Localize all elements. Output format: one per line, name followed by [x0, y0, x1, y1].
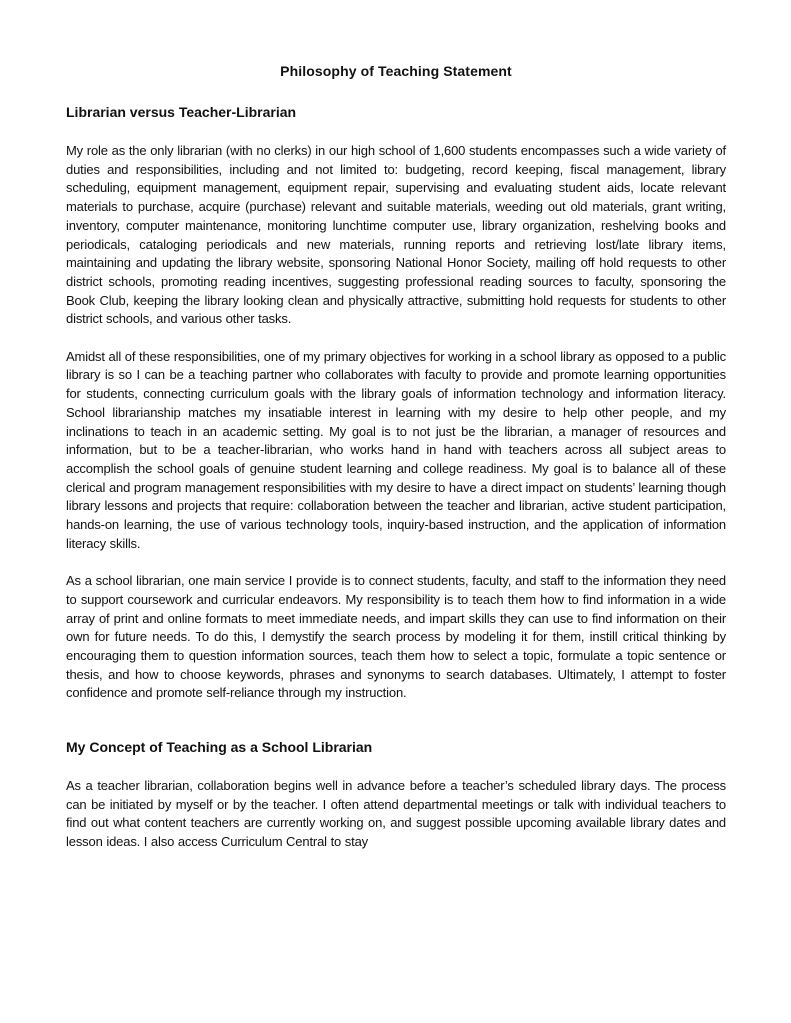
- paragraph-main-service: As a school librarian, one main service I provide is to connect students, faculty, and staff to the information they need to support coursework and curricular endeavors. My responsibility is to teach them how to find information in a wide array of print and online formats to meet immediate needs, and impart skills they can use to find information on their own for future needs. To do this, I demystify the search process by modeling it for them, instill critical thinking by encouraging them to question information sources, teach them how to select a topic, formulate a topic sentence or thesis, and how to choose keywords, phrases and synonyms to search databases. Ultimately, I attempt to foster confidence and promote self-reliance through my instruction.: [66, 573, 726, 701]
- section-heading-concept-of-teaching: My Concept of Teaching as a School Librarian: [66, 739, 373, 756]
- document-page: [66, 62, 726, 852]
- section-heading-librarian-vs-teacher-librarian: Librarian versus Teacher-Librarian: [66, 104, 297, 120]
- paragraph-collaboration: As a teacher librarian, collaboration begins well in advance before a teacher’s scheduled library days. The process can be initiated by myself or by the teacher. I often attend departmental meetings or talk with individual teachers to find out what content teachers are currently working on, and suggest possible upcoming available library dates and lesson ideas. I also access Curriculum Central to stay: [66, 778, 726, 850]
- paragraph-primary-objectives: Amidst all of these responsibilities, one of my primary objectives for working in a school library as opposed to a public library is so I can be a teaching partner who collaborates with faculty to provide and promote learning opportunities for students, connecting curriculum goals with the library goals of information technology and information literacy. School librarianship matches my insatiable interest in learning with my desire to help other people, and my inclinations to teach in an academic setting. My goal is to not just be the librarian, a manager of resources and information, but to be a teacher-librarian, who works hand in hand with teachers across all subject areas to accomplish the school goals of genuine student learning and college readiness. My goal is to balance all of these clerical and program management responsibilities with my desire to have a direct impact on students’ learning though library lessons and projects that require: collaboration between the teacher and librarian, active student participation, hands-on learning, the use of various technology tools, inquiry-based instruction, and the application of information literacy skills.: [66, 348, 726, 551]
- paragraph-role-duties: My role as the only librarian (with no clerks) in our high school of 1,600 students encompasses such a wide variety of duties and responsibilities, including and not limited to: budgeting, record keeping, fiscal management, library scheduling, equipment management, equipment repair, supervising and evaluating student aids, locate relevant materials to purchase, acquire (purchase) relevant and suitable materials, weeding out old materials, grant writing, inventory, computer maintenance, monitoring lunchtime computer use, library organization, reshelving books and periodicals, cataloging periodicals and new materials, running reports and retrieving lost/late library items, maintaining and updating the library website, sponsoring National Honor Society, mailing off hold requests to other district schools, promoting reading incentives, suggesting professional reading sources to faculty, sponsoring the Book Club, keeping the library looking clean and physically attractive, submitting hold requests for students to other district schools, and various other tasks.: [66, 143, 726, 327]
- document-title: Philosophy of Teaching Statement: [280, 63, 512, 79]
